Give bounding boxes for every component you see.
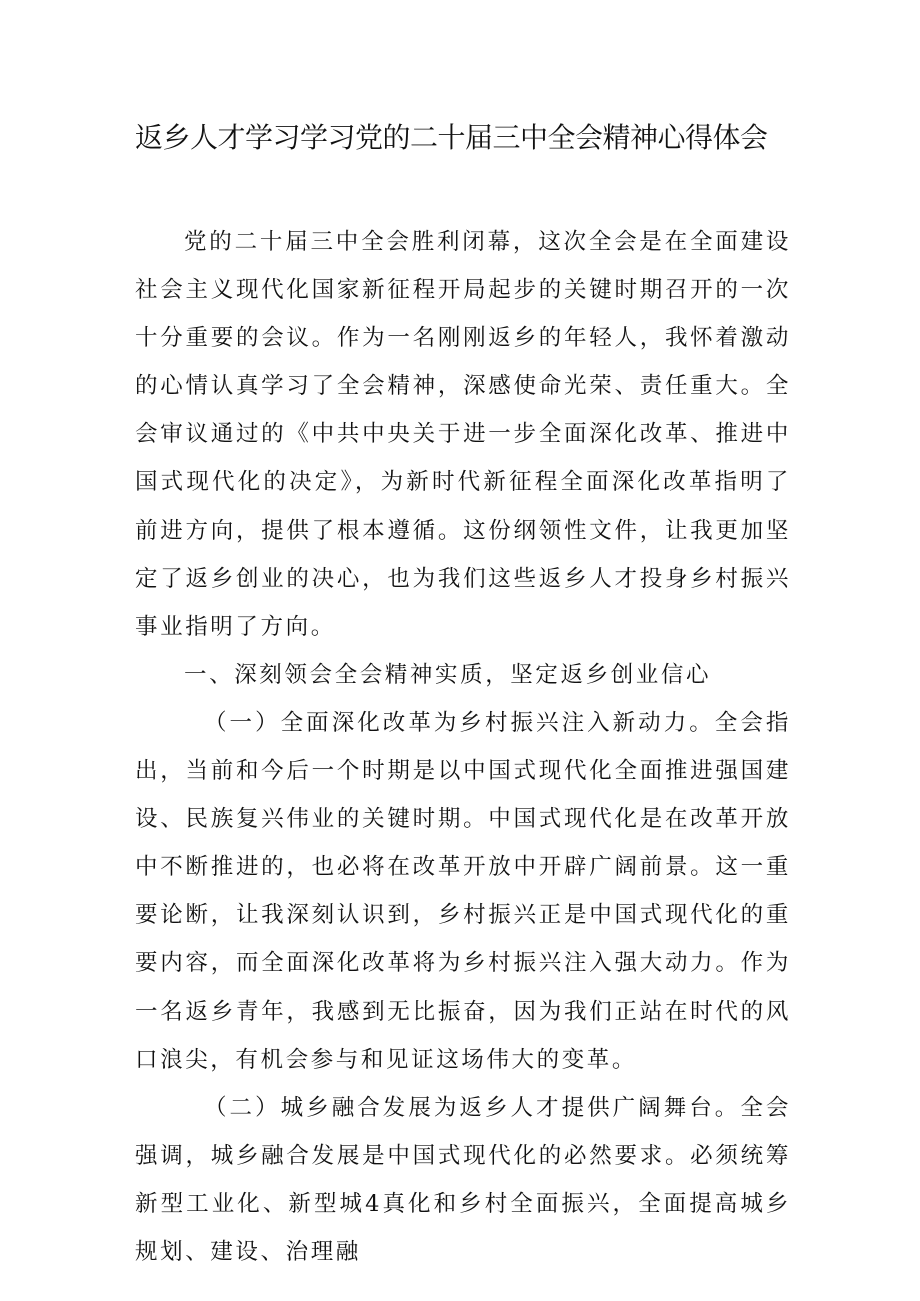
subsection-paragraph-2: （二）城乡融合发展为返乡人才提供广阔舞台。全会强调，城乡融合发展是中国式现代化的必然要求。必须统筹新型工业化、新型城4真化和乡村全面振兴，全面提高城乡规划、建设、治理融: [135, 1094, 791, 1265]
document-body: [135, 218, 791, 1276]
section-heading-1: 一、深刻领会全会精神实质，坚定返乡创业信心: [184, 661, 712, 688]
subsection-paragraph-1: （一）全面深化改革为乡村振兴注入新动力。全会指出，当前和今后一个时期是以中国式现代化全面推进强国建设、民族复兴伟业的关键时期。中国式现代化是在改革开放中不断推进的，也必将在改革开放中开辟广阔前景。这一重要论断，让我深刻认识到，乡村振兴正是中国式现代化的重要内容，而全面深化改革将为乡村振兴注入强大动力。作为一名返乡青年，我感到无比振奋，因为我们正站在时代的风口浪尖，有机会参与和见证这场伟大的变革。: [135, 709, 791, 1073]
document-title: 返乡人才学习学习党的二十届三中全会精神心得体会: [135, 121, 768, 154]
intro-paragraph: 党的二十届三中全会胜利闭幕，这次全会是在全面建设社会主义现代化国家新征程开局起步的关键时期召开的一次十分重要的会议。作为一名刚刚返乡的年轻人，我怀着激动的心情认真学习了全会精神，深感使命光荣、责任重大。全会审议通过的《中共中央关于进一步全面深化改革、推进中国式现代化的决定》，为新时代新征程全面深化改革指明了前进方向，提供了根本遵循。这份纲领性文件，让我更加坚定了返乡创业的决心，也为我们这些返乡人才投身乡村振兴事业指明了方向。: [135, 229, 791, 640]
